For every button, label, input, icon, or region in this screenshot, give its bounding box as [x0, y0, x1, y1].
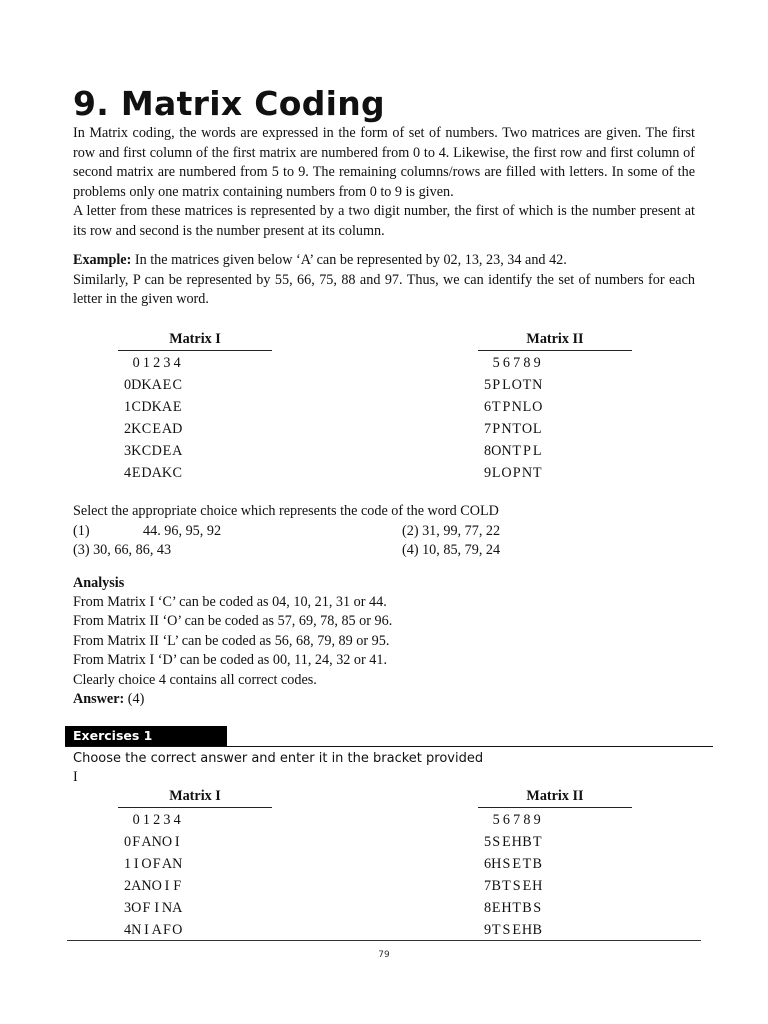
matrix-cell: I — [133, 856, 139, 872]
option-3: (3) 30, 66, 86, 43 — [73, 542, 172, 558]
matrix-cell: I — [154, 900, 160, 916]
matrix-row-header: 4 — [124, 922, 132, 938]
matrix-row — [478, 831, 542, 853]
matrix-row — [478, 853, 542, 875]
matrix-row-header: 7 — [484, 421, 492, 437]
matrix-cell: F — [173, 878, 182, 894]
option-2: (2) 31, 99, 77, 22 — [402, 523, 501, 539]
matrix-cell: P — [492, 421, 501, 437]
matrix-title: Matrix II — [526, 788, 584, 804]
analysis-heading: Analysis — [73, 575, 125, 591]
example-label: Example: — [73, 252, 132, 268]
matrix-column-header: 1 — [142, 355, 151, 371]
matrix-cell: L — [491, 465, 501, 481]
matrix-row — [478, 462, 542, 484]
example-line-2: Similarly, P can be represented by 55, 66, 75, 88 and 97. Thus, we can identify the set of numbers for each letter in the given word. — [73, 271, 695, 308]
matrix-cell: E — [512, 856, 522, 872]
matrix-cell: D — [141, 465, 152, 481]
matrix-cell: N — [521, 465, 533, 481]
matrix-column-header: 6 — [502, 355, 511, 371]
matrix-column-header: 0 — [132, 812, 140, 828]
matrix-cell: F — [132, 834, 141, 850]
analysis-line: From Matrix II ‘O’ can be coded as 57, 69, 78, 85 or 96. — [73, 613, 393, 629]
matrix-cell: K — [161, 465, 173, 481]
matrix-cell: N — [131, 922, 142, 938]
matrix-cell: D — [141, 399, 152, 415]
matrix-cell: K — [131, 443, 142, 459]
option-1-value: 44. 96, 95, 92 — [143, 523, 222, 539]
matrix-column-header: 7 — [513, 812, 521, 828]
matrix-title-rule — [478, 350, 632, 351]
matrix-cell: A — [161, 399, 173, 415]
matrix-column-header: 5 — [492, 812, 500, 828]
matrix-cell: N — [172, 856, 183, 872]
matrix-row-header: 5 — [484, 834, 492, 850]
matrix-cell: O — [491, 443, 502, 459]
matrix-row-header: 2 — [124, 421, 132, 437]
matrix-cell: L — [532, 421, 542, 437]
matrix-cell: C — [141, 421, 152, 437]
matrix-cell: F — [163, 922, 171, 938]
matrix-row — [118, 418, 182, 440]
matrix-column-header: 4 — [173, 812, 181, 828]
matrix-row — [478, 396, 542, 418]
matrix-cell: L — [532, 443, 542, 459]
exercises-heading: Exercises 1 — [65, 726, 227, 746]
matrix-row-header: 1 — [124, 399, 132, 415]
matrix-cell: T — [502, 878, 511, 894]
matrix-cell: K — [151, 399, 162, 415]
matrix-cell: H — [501, 900, 512, 916]
matrix-column-header: 0 — [132, 355, 140, 371]
matrix-cell: T — [532, 834, 542, 850]
matrix-row — [118, 897, 182, 919]
matrix-cell: H — [521, 922, 533, 938]
matrix-corner — [478, 352, 491, 374]
matrix-cell: E — [491, 900, 501, 916]
option-1-number: (1) — [73, 523, 90, 539]
matrix-cell: A — [151, 377, 162, 393]
matrix-column-header: 2 — [153, 812, 161, 828]
matrix-cell: E — [522, 878, 532, 894]
option-1 — [73, 522, 90, 542]
matrix-cell: T — [532, 465, 542, 481]
matrix-column-header: 7 — [513, 355, 521, 371]
example-text — [73, 251, 695, 310]
matrix-cell: N — [151, 834, 162, 850]
matrix-row-header: 2 — [124, 878, 132, 894]
intro-text — [73, 124, 695, 242]
matrix-cell: A — [161, 856, 173, 872]
matrix-cell: A — [172, 900, 183, 916]
matrix-column-header: 8 — [523, 812, 531, 828]
matrix-row-header: 0 — [124, 834, 132, 850]
matrix-cell: F — [152, 856, 161, 872]
matrix-row — [118, 462, 182, 484]
matrix-row — [478, 440, 542, 462]
matrix-cell: S — [502, 856, 511, 872]
footer-divider — [67, 940, 701, 941]
matrix-cell: T — [522, 856, 532, 872]
answer-label: Answer: — [73, 691, 125, 707]
matrix-grid — [478, 352, 542, 484]
matrix-cell: H — [511, 834, 522, 850]
matrix-cell: K — [131, 421, 142, 437]
matrix-row-header: 3 — [124, 443, 132, 459]
matrix-cell: O — [511, 377, 522, 393]
matrix-row-header: 6 — [484, 856, 492, 872]
matrix-row-header: 9 — [484, 922, 492, 938]
matrix-cell: E — [512, 922, 522, 938]
matrix-row — [478, 875, 542, 897]
matrix-cell: E — [152, 421, 162, 437]
matrix-cell: A — [131, 878, 142, 894]
matrix-cell: N — [161, 900, 173, 916]
matrix-cell: A — [141, 834, 152, 850]
matrix-row-header: 8 — [484, 900, 492, 916]
matrix-cell: E — [162, 443, 172, 459]
analysis-line: Clearly choice 4 contains all correct codes. — [73, 672, 317, 688]
matrix-cell: B — [532, 922, 542, 938]
matrix-cell: A — [161, 421, 173, 437]
matrix-row-header: 6 — [484, 399, 492, 415]
matrix-column-header: 9 — [533, 812, 541, 828]
matrix-cell: P — [492, 377, 501, 393]
question-text: Select the appropriate choice which represents the code of the word COLD — [73, 503, 499, 519]
option-4: (4) 10, 85, 79, 24 — [402, 542, 501, 558]
matrix-column-header: 8 — [523, 355, 531, 371]
matrix-cell: A — [172, 443, 183, 459]
matrix-column-header: 3 — [163, 355, 171, 371]
matrix-cell: T — [522, 377, 532, 393]
matrix-column-header: 1 — [142, 812, 151, 828]
analysis-line: From Matrix II ‘L’ can be coded as 56, 68, 79, 89 or 95. — [73, 633, 390, 649]
intro-paragraph-1: In Matrix coding, the words are expressed in the form of set of numbers. Two matrices are given. The first row and first column of the first matrix are numbered from 0 to 4. Likewise, the first row and first column of second matrix are numbered from 5 to 9. The remaining columns/rows are filled with letters. In some of the problems only one matrix containing numbers from 0 to 9 is given. — [73, 125, 695, 200]
matrix-title: Matrix II — [526, 331, 584, 347]
matrix-column-header: 5 — [492, 355, 500, 371]
matrix-row-header: 0 — [124, 377, 132, 393]
matrix-row-header: 5 — [484, 377, 492, 393]
matrix-cell: H — [491, 856, 502, 872]
matrix-column-header: 2 — [153, 355, 161, 371]
matrix-row-header: 8 — [484, 443, 492, 459]
matrix-cell: A — [151, 465, 162, 481]
matrix-title-rule — [118, 807, 272, 808]
matrix-cell: D — [131, 377, 142, 393]
matrix-cell: A — [151, 922, 162, 938]
matrix-cell: S — [502, 922, 511, 938]
matrix-cell: T — [491, 922, 501, 938]
matrix-cell: E — [162, 377, 172, 393]
matrix-cell: L — [522, 399, 532, 415]
exercise-item-number: I — [73, 769, 78, 785]
matrix-row-header: 7 — [484, 878, 492, 894]
matrix-cell: F — [142, 900, 151, 916]
matrix-title: Matrix I — [169, 331, 221, 347]
exercises-divider — [65, 746, 713, 747]
matrix-row — [118, 919, 182, 941]
matrix-cell: O — [141, 856, 152, 872]
matrix-cell: O — [501, 465, 512, 481]
matrix-row-header: 4 — [124, 465, 132, 481]
matrix-row — [478, 919, 542, 941]
matrix-cell: S — [492, 834, 501, 850]
matrix-corner — [118, 352, 131, 374]
analysis-line: From Matrix I ‘C’ can be coded as 04, 10, 21, 31 or 44. — [73, 594, 387, 610]
matrix-cell: B — [522, 900, 532, 916]
matrix-cell: E — [172, 399, 182, 415]
matrix-cell: N — [532, 377, 543, 393]
matrix-cell: E — [502, 834, 511, 850]
matrix-grid — [118, 809, 182, 941]
matrix-cell: L — [502, 377, 511, 393]
matrix-cell: T — [512, 900, 522, 916]
matrix-cell: C — [172, 465, 182, 481]
matrix-cell: O — [172, 922, 183, 938]
matrix-header-row — [118, 352, 182, 374]
matrix-cell: O — [521, 421, 533, 437]
answer-value: (4) — [124, 691, 145, 707]
matrix-corner — [118, 809, 131, 831]
matrix-row — [118, 875, 182, 897]
matrix-column-header: 3 — [163, 812, 171, 828]
matrix-cell: C — [172, 377, 182, 393]
exercises-instruction: Choose the correct answer and enter it in the bracket provided — [73, 751, 484, 766]
matrix-cell: O — [131, 900, 142, 916]
matrix-grid — [118, 352, 182, 484]
matrix-cell: O — [151, 878, 162, 894]
matrix-cell: P — [502, 399, 511, 415]
matrix-grid — [478, 809, 542, 941]
matrix-title: Matrix I — [169, 788, 221, 804]
page-number: 79 — [378, 950, 390, 960]
matrix-cell: P — [523, 443, 531, 459]
intro-paragraph-2: A letter from these matrices is represented by a two digit number, the first of which is the number present at its row and second is the number present at its column. — [73, 203, 695, 239]
matrix-header-row — [478, 809, 542, 831]
matrix-header-row — [118, 809, 182, 831]
matrix-row — [118, 853, 182, 875]
matrix-cell: N — [511, 399, 522, 415]
matrix-row — [118, 396, 182, 418]
matrix-row-header: 9 — [484, 465, 492, 481]
answer-line — [73, 690, 144, 710]
matrix-title-rule — [478, 807, 632, 808]
matrix-row — [118, 374, 182, 396]
matrix-cell: S — [512, 878, 521, 894]
matrix-cell: N — [141, 878, 152, 894]
matrix-column-header: 6 — [502, 812, 511, 828]
matrix-cell: T — [512, 443, 522, 459]
matrix-cell: N — [501, 421, 512, 437]
matrix-row-header: 1 — [124, 856, 132, 872]
matrix-column-header: 4 — [173, 355, 181, 371]
analysis-line: From Matrix I ‘D’ can be coded as 00, 11, 24, 32 or 41. — [73, 652, 388, 668]
matrix-cell: C — [141, 443, 152, 459]
matrix-cell: P — [512, 465, 521, 481]
matrix-cell: O — [532, 399, 543, 415]
matrix-cell: T — [491, 399, 501, 415]
matrix-cell: I — [144, 922, 149, 938]
matrix-cell: I — [164, 878, 170, 894]
matrix-cell: D — [151, 443, 162, 459]
matrix-row — [118, 831, 182, 853]
matrix-cell: T — [512, 421, 522, 437]
page-title: 9. Matrix Coding — [73, 84, 385, 123]
matrix-cell: H — [532, 878, 543, 894]
matrix-row — [478, 418, 542, 440]
matrix-header-row — [478, 352, 542, 374]
matrix-cell: D — [172, 421, 183, 437]
matrix-cell: B — [522, 834, 532, 850]
matrix-cell: I — [174, 834, 180, 850]
matrix-row — [478, 374, 542, 396]
matrix-cell: S — [533, 900, 542, 916]
matrix-title-rule — [118, 350, 272, 351]
matrix-cell: O — [161, 834, 173, 850]
matrix-column-header: 9 — [533, 355, 541, 371]
matrix-cell: E — [131, 465, 141, 481]
matrix-cell: C — [131, 399, 141, 415]
matrix-row-header: 3 — [124, 900, 132, 916]
example-sentence: In the matrices given below ‘A’ can be represented by 02, 13, 23, 34 and 42. — [131, 252, 567, 268]
matrix-row — [478, 897, 542, 919]
matrix-row — [118, 440, 182, 462]
matrix-corner — [478, 809, 491, 831]
matrix-cell: B — [532, 856, 542, 872]
matrix-cell: N — [501, 443, 512, 459]
matrix-cell: B — [491, 878, 501, 894]
example-line-1 — [73, 251, 695, 271]
matrix-cell: K — [141, 377, 152, 393]
